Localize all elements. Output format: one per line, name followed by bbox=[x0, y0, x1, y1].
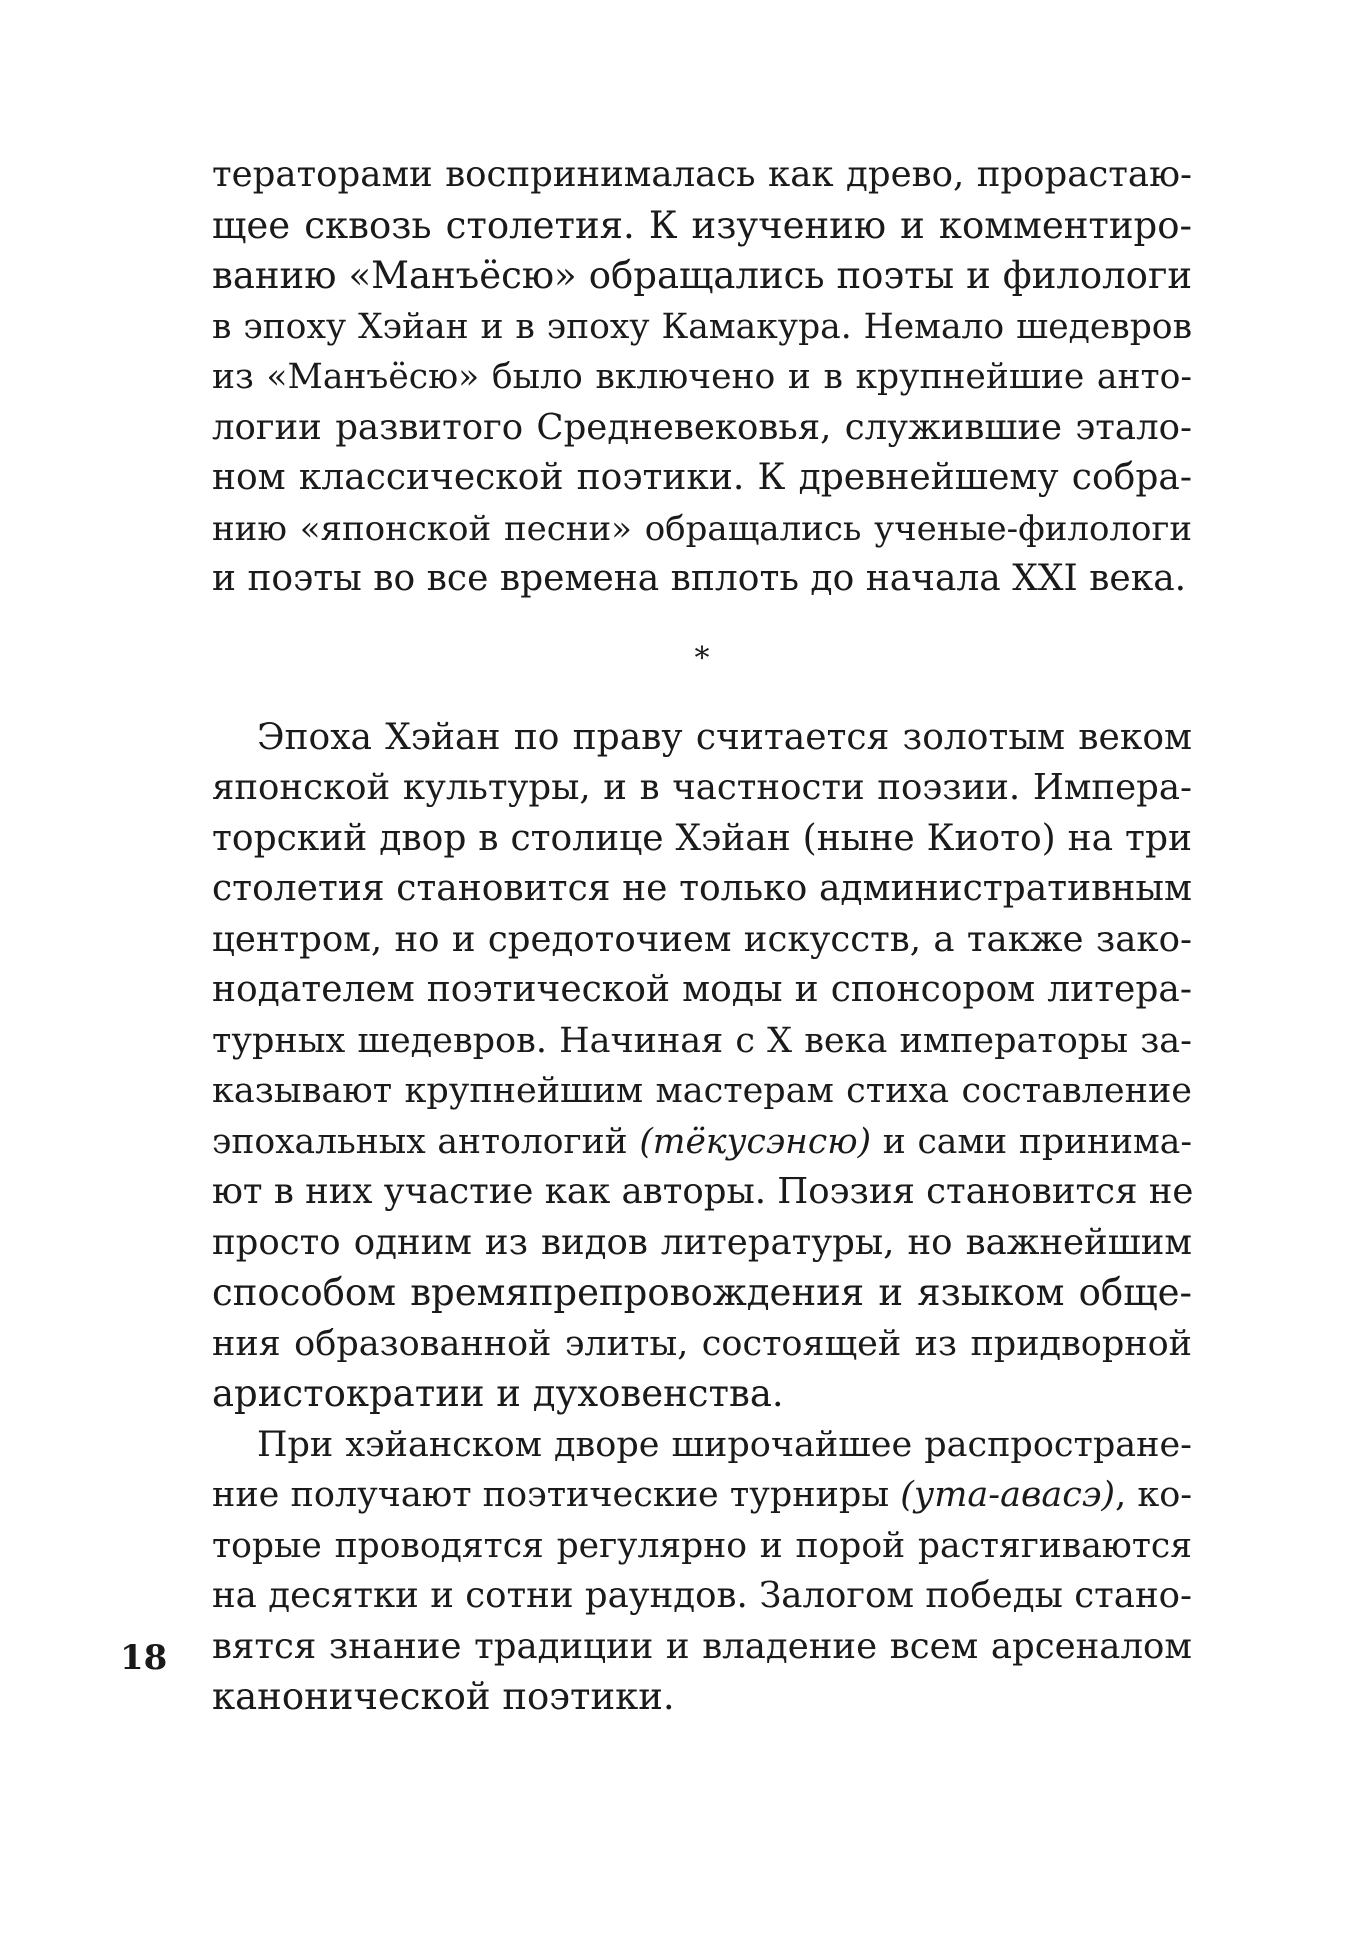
text-line-with-italic bbox=[212, 1470, 1192, 1521]
text-line: из «Манъёсю» было включено и в крупнейшие анто- bbox=[212, 357, 1192, 397]
text-line: При хэйанском дворе широчайшее распростране- bbox=[257, 1424, 1192, 1465]
text-segment: ние получают поэтические турниры bbox=[212, 1475, 901, 1515]
text-line: на десятки и сотни раундов. Залогом победы стано- bbox=[212, 1575, 1192, 1616]
text-line: способом времяпрепровождения и языком обще- bbox=[212, 1271, 1192, 1314]
paragraph-1 bbox=[212, 150, 1192, 605]
text-line: ют в них участие как авторы. Поэзия становится не bbox=[212, 1171, 1194, 1212]
text-line: вятся знание традиции и владение всем арсеналом bbox=[212, 1625, 1192, 1667]
paragraph-3 bbox=[212, 1420, 1192, 1723]
text-segment: эпохальных антологий bbox=[212, 1121, 640, 1162]
text-line: нодателем поэтической моды и спонсором литера- bbox=[212, 969, 1192, 1010]
page-number: 18 bbox=[120, 1638, 168, 1678]
text-line: ванию «Манъёсю» обращались поэты и филологи bbox=[212, 254, 1192, 297]
text-line: центром, но и средоточием искусств, а также зако- bbox=[212, 918, 1192, 960]
text-line: в эпоху Хэйан и в эпоху Камакура. Немало шедевров bbox=[212, 306, 1192, 347]
text-line: ния образованной элиты, состоящей из придворной bbox=[212, 1323, 1192, 1364]
paragraph-2 bbox=[212, 713, 1192, 1420]
text-line: нию «японской песни» обращались ученые-филологи bbox=[212, 508, 1192, 549]
text-segment: , ко- bbox=[1115, 1475, 1193, 1515]
text-line: и поэты во все времена вплоть до начала XXI века. bbox=[212, 558, 1187, 599]
text-line: казывают крупнейшим мастерам стиха составление bbox=[212, 1071, 1192, 1111]
text-line: ном классической поэтики. К древнейшему собра- bbox=[212, 457, 1192, 498]
italic-term: (ута-авасэ) bbox=[900, 1475, 1116, 1515]
text-column bbox=[212, 150, 1192, 1723]
text-line: просто одним из видов литературы, но важнейшим bbox=[212, 1221, 1192, 1263]
text-line: канонической поэтики. bbox=[212, 1675, 675, 1718]
text-line: торые проводятся регулярно и порой растягиваются bbox=[212, 1525, 1192, 1566]
text-segment: и сами принима- bbox=[871, 1121, 1192, 1162]
text-line: Эпоха Хэйан по праву считается золотым веком bbox=[257, 716, 1192, 758]
text-line: аристократии и духовенства. bbox=[212, 1372, 784, 1415]
text-line: логии развитого Средневековья, служившие этало- bbox=[212, 406, 1192, 448]
text-line: столетия становится не только административным bbox=[212, 868, 1192, 909]
italic-term: (тёкусэнсю) bbox=[639, 1121, 872, 1162]
text-line: щее сквозь столетия. К изучению и комментиро- bbox=[212, 203, 1192, 247]
text-line: японской культуры, и в частности поэзии. Импера- bbox=[212, 767, 1192, 808]
section-separator: * bbox=[694, 640, 710, 676]
text-line-with-italic bbox=[212, 1117, 1192, 1168]
text-line: турных шедевров. Начиная с X века императоры за- bbox=[212, 1020, 1192, 1061]
text-line: торский двор в столице Хэйан (ныне Киото) на три bbox=[212, 817, 1192, 859]
text-line: тераторами воспринималась как древо, прорастаю- bbox=[212, 154, 1192, 195]
